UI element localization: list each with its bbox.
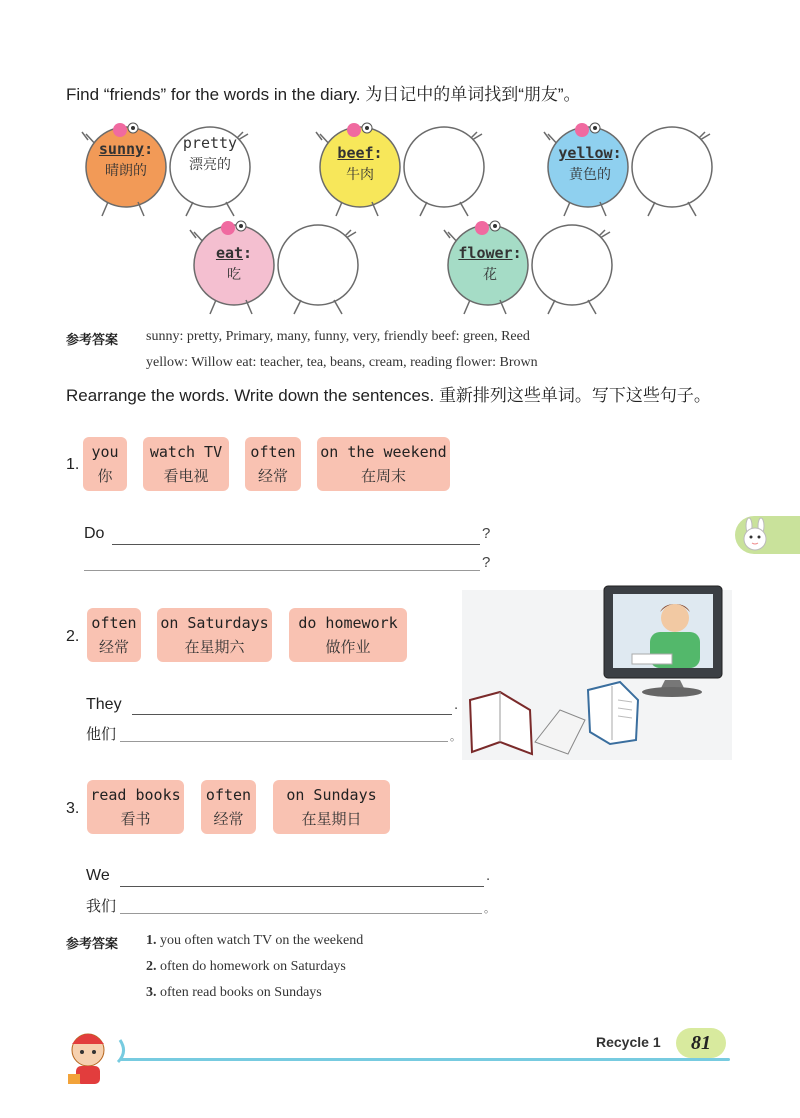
sentence-start: We (86, 867, 110, 884)
answer-blank[interactable] (112, 544, 480, 545)
unit-label: Recycle 1 (596, 1034, 661, 1050)
word-chip: often 经常 (87, 608, 141, 662)
answer-blank-chinese[interactable] (120, 741, 448, 742)
sentence-end: . (454, 696, 459, 713)
answer-blank[interactable] (120, 886, 484, 887)
word-pair-sunny: sunny: 晴朗的 pretty 漂亮的 (78, 112, 263, 222)
answer-title: 参考答案 (66, 333, 119, 348)
word-chip: often 经常 (201, 780, 256, 834)
word-chip: do homework 做作业 (289, 608, 407, 662)
answer-item: 1. you often watch TV on the weekend (146, 933, 364, 948)
page-number: 81 (676, 1028, 726, 1058)
pair-meaning: 吃 (227, 267, 241, 283)
sentence-start-chinese: 他们 (86, 726, 117, 743)
answer-title: 参考答案 (66, 937, 119, 952)
mascot-icon (58, 1022, 128, 1092)
pair-word: yellow (558, 144, 613, 162)
sentence-end: ? (482, 554, 491, 571)
footer-rule (120, 1058, 730, 1061)
sentence-end: ? (482, 525, 491, 542)
sentence-start: They (86, 696, 122, 713)
pair-meaning: 牛肉 (346, 167, 374, 183)
friend-word: pretty (182, 134, 238, 152)
pair-word: sunny (98, 140, 145, 158)
bunny-icon (737, 517, 773, 553)
word-pair-flower: flower: 花 (440, 210, 625, 320)
word-pair-beef: beef: 牛肉 (312, 112, 497, 222)
question-number: 3. (66, 800, 80, 817)
answer-line: sunny: pretty, Primary, many, funny, very, friendly beef: green, Reed (146, 329, 530, 344)
word-pair-eat: eat: 吃 (186, 210, 371, 320)
word-chip: you 你 (83, 437, 127, 491)
word-chip: on Sundays 在星期日 (273, 780, 390, 834)
sentence-start: Do (84, 525, 105, 542)
friend-meaning: 漂亮的 (189, 157, 231, 173)
word-chip: on the weekend 在周末 (317, 437, 450, 491)
instruction-rearrange: Rearrange the words. Write down the sentences. 重新排列这些单词。写下这些句子。 (66, 386, 711, 405)
question-number: 1. (66, 456, 80, 473)
pair-word: eat (215, 244, 244, 262)
sentence-start-chinese: 我们 (86, 898, 117, 915)
pair-meaning: 黄色的 (569, 167, 611, 183)
pair-meaning: 花 (483, 267, 497, 283)
answer-blank-chinese[interactable] (120, 913, 482, 914)
instruction-find-friends: Find “friends” for the words in the diary. 为日记中的单词找到“朋友”。 (66, 85, 581, 104)
answer-blank-chinese[interactable] (84, 570, 480, 571)
answer-blank[interactable] (132, 714, 452, 715)
pair-word: beef (337, 144, 374, 162)
word-chip: on Saturdays 在星期六 (157, 608, 272, 662)
pair-meaning: 晴朗的 (105, 163, 147, 179)
word-chip: read books 看书 (87, 780, 184, 834)
monitor-books-illustration (460, 582, 740, 772)
pair-word: flower (458, 244, 513, 262)
answer-item: 3. often read books on Sundays (146, 985, 322, 1000)
word-chip: watch TV 看电视 (143, 437, 229, 491)
sentence-end: . (486, 867, 491, 884)
section-tab (735, 516, 800, 554)
answer-item: 2. often do homework on Saturdays (146, 959, 346, 974)
sentence-end: 。 (450, 731, 461, 743)
answer-line: yellow: Willow eat: teacher, tea, beans, cream, reading flower: Brown (146, 355, 538, 370)
word-pair-yellow: yellow: 黄色的 (540, 112, 725, 222)
sentence-end: 。 (484, 903, 495, 915)
word-chip: often 经常 (245, 437, 301, 491)
question-number: 2. (66, 628, 80, 645)
